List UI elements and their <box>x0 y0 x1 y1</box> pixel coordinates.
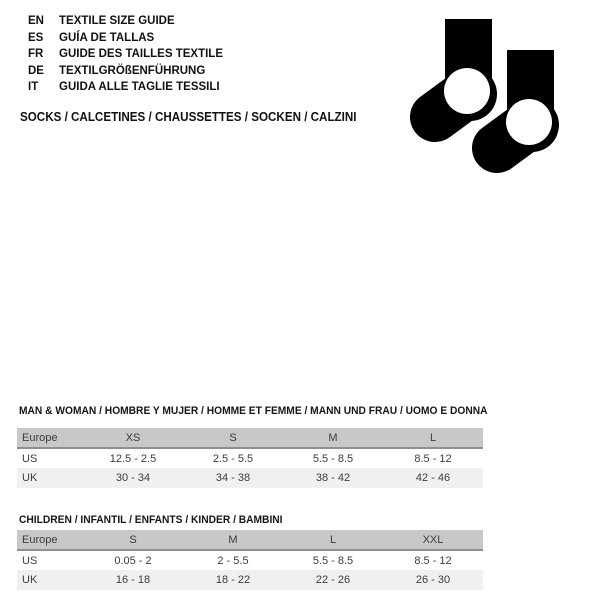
language-label: GUIDE DES TAILLES TEXTILE <box>59 48 223 61</box>
language-label: TEXTILGRÖßENFÜHRUNG <box>59 64 206 77</box>
table-title-children <box>19 514 302 526</box>
language-title-list <box>28 13 223 96</box>
language-row-de <box>28 63 223 80</box>
region-cell: UK <box>22 574 38 586</box>
table-header-row <box>17 428 483 449</box>
language-row-es <box>28 30 223 47</box>
language-label: GUÍA DE TALLAS <box>59 31 155 44</box>
column-header-size: L <box>329 533 337 546</box>
size-cell: 8.5 - 12 <box>414 452 452 465</box>
size-cell: 12.5 - 2.5 <box>109 452 157 465</box>
table-row-uk <box>17 570 483 590</box>
category-title <box>20 110 382 124</box>
size-table-children <box>17 530 483 590</box>
column-header-size: XS <box>125 431 141 444</box>
column-header-size: XXL <box>422 533 444 546</box>
table-title-adults <box>19 405 523 417</box>
size-cell: 5.5 - 8.5 <box>312 452 354 465</box>
column-header-size: S <box>229 431 237 444</box>
size-cell: 2.5 - 5.5 <box>212 452 254 465</box>
region-cell: US <box>22 554 38 567</box>
size-cell: 30 - 34 <box>115 472 151 484</box>
column-header-region: Europe <box>22 533 58 546</box>
language-label: GUIDA ALLE TAGLIE TESSILI <box>59 81 220 94</box>
language-code: ES <box>28 31 44 44</box>
language-label: TEXTILE SIZE GUIDE <box>59 15 175 27</box>
size-cell: 16 - 18 <box>115 574 151 586</box>
column-header-size: L <box>429 431 437 444</box>
size-table-adults <box>17 428 483 488</box>
table-title-adults-text: MAN & WOMAN / HOMBRE Y MUJER / HOMME ET FEMME / MANN UND FRAU / UOMO E DONNA <box>19 405 488 417</box>
column-header-size: M <box>228 533 238 546</box>
column-header-region: Europe <box>22 431 58 444</box>
socks-icon <box>398 10 568 180</box>
language-code: FR <box>28 48 44 61</box>
size-cell: 5.5 - 8.5 <box>312 554 354 567</box>
category-title-text: SOCKS / CALCETINES / CHAUSSETTES / SOCKEN / CALZINI <box>20 110 357 124</box>
region-cell: US <box>22 452 38 465</box>
table-header-row <box>17 530 483 551</box>
language-row-fr <box>28 46 223 63</box>
language-code: DE <box>28 64 44 77</box>
table-row-us <box>17 449 483 468</box>
language-row-en <box>28 13 223 30</box>
language-code: EN <box>28 15 44 27</box>
size-cell: 8.5 - 12 <box>414 554 452 567</box>
size-cell: 42 - 46 <box>415 472 451 484</box>
column-header-size: S <box>129 533 137 546</box>
table-row-us <box>17 551 483 570</box>
language-row-it <box>28 79 223 96</box>
region-cell: UK <box>22 472 38 484</box>
language-code: IT <box>28 81 39 94</box>
size-cell: 18 - 22 <box>215 574 251 586</box>
size-cell: 34 - 38 <box>215 472 251 484</box>
size-cell: 2 - 5.5 <box>217 554 249 567</box>
size-cell: 26 - 30 <box>415 574 451 586</box>
size-cell: 38 - 42 <box>315 472 351 484</box>
table-title-children-text: CHILDREN / INFANTIL / ENFANTS / KINDER / BAMBINI <box>19 514 283 526</box>
size-cell: 22 - 26 <box>315 574 351 586</box>
table-row-uk <box>17 468 483 488</box>
column-header-size: M <box>328 431 338 444</box>
size-cell: 0.05 - 2 <box>114 554 152 567</box>
